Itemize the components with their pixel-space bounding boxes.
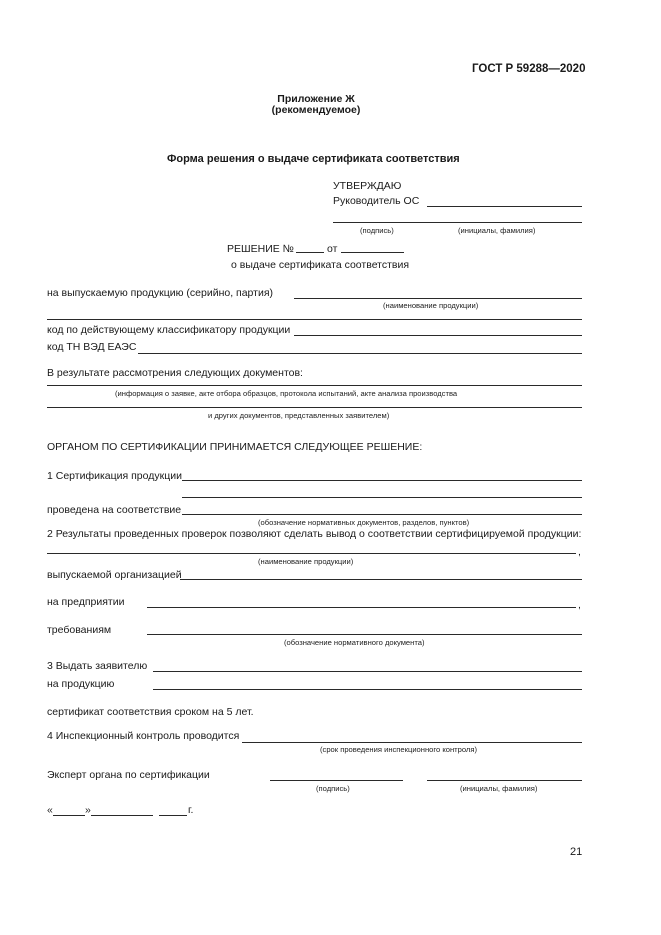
item1-caption: (обозначение нормативных документов, разделов, пунктов) (258, 518, 470, 527)
product-line (294, 298, 582, 299)
decision-number-line (296, 252, 324, 253)
item2-org-label: выпускаемой организацией (47, 569, 182, 581)
head-initials-caption: (инициалы, фамилия) (458, 226, 536, 235)
item4-label: 4 Инспекционный контроль проводится (47, 730, 240, 742)
head-name-line (427, 206, 582, 207)
item1-label: 1 Сертификация продукции (47, 470, 182, 482)
item2-requirements-line (147, 634, 582, 635)
date-year-suffix: г. (188, 804, 194, 816)
product-line-2 (47, 319, 582, 320)
standard-number: ГОСТ Р 59288—2020 (472, 63, 586, 75)
item2-requirements-label: требованиям (47, 624, 112, 636)
item2-product-line (47, 553, 576, 554)
item3-product-label: на продукцию (47, 678, 115, 690)
review-caption-1: (информация о заявке, акте отбора образцов, протокола испытаний, акте анализа производства (115, 389, 458, 398)
date-month-line (91, 815, 153, 816)
item1-compliance-line (182, 514, 582, 515)
expert-signature-caption: (подпись) (316, 784, 350, 793)
date-open-quote: « (47, 804, 53, 816)
classifier-line (294, 335, 582, 336)
item3-applicant-line (153, 671, 582, 672)
item1-line (182, 480, 582, 481)
head-label: Руководитель ОС (333, 195, 420, 207)
item1-line-2 (182, 497, 582, 498)
appendix-title: Приложение Ж (277, 93, 355, 105)
decision-subject: о выдаче сертификата соответствия (231, 259, 410, 271)
item3-label: 3 Выдать заявителю (47, 660, 148, 672)
expert-initials-line (427, 780, 582, 781)
decision-number-label: РЕШЕНИЕ № (227, 243, 294, 255)
decision-heading: ОРГАНОМ ПО СЕРТИФИКАЦИИ ПРИНИМАЕТСЯ СЛЕДУЮЩЕЕ РЕШЕНИЕ: (47, 441, 423, 453)
item1-compliance-label: проведена на соответствие (47, 504, 182, 516)
item2-requirements-caption: (обозначение нормативного документа) (284, 638, 425, 647)
item2-org-line (180, 579, 582, 580)
appendix-subtitle: (рекомендуемое) (271, 104, 361, 116)
date-close-quote: » (85, 804, 91, 816)
review-line-2 (47, 407, 582, 408)
tnved-line (138, 353, 582, 354)
expert-label: Эксперт органа по сертификации (47, 769, 210, 781)
date-day-line (53, 815, 85, 816)
item2-enterprise-label: на предприятии (47, 596, 125, 608)
page-number: 21 (570, 846, 583, 858)
review-caption-2: и других документов, представленных заявителем) (208, 411, 390, 420)
expert-initials-caption: (инициалы, фамилия) (460, 784, 538, 793)
tnved-label: код ТН ВЭД ЕАЭС (47, 341, 137, 353)
date-year-line (159, 815, 187, 816)
item2-product-caption: (наименование продукции) (258, 557, 354, 566)
item3-cert-text: сертификат соответствия сроком на 5 лет. (47, 706, 254, 718)
item2-enterprise-comma: , (578, 599, 581, 611)
approve-label: УТВЕРЖДАЮ (333, 180, 402, 192)
review-label: В результате рассмотрения следующих документов: (47, 367, 303, 379)
item4-line (242, 742, 582, 743)
head-signature-caption: (подпись) (360, 226, 394, 235)
item2-product-comma: , (578, 546, 581, 558)
item2-label: 2 Результаты проведенных проверок позволяют сделать вывод о соответствии сертифицируемой продукции: (47, 528, 582, 540)
item4-caption: (срок проведения инспекционного контроля) (320, 745, 477, 754)
head-signature-line (333, 222, 582, 223)
expert-signature-line (270, 780, 403, 781)
review-line-1 (47, 385, 582, 386)
product-caption: (наименование продукции) (383, 301, 479, 310)
item3-product-line (153, 689, 582, 690)
item2-enterprise-line (147, 607, 576, 608)
form-title: Форма решения о выдаче сертификата соответствия (167, 153, 460, 165)
classifier-label: код по действующему классификатору продукции (47, 324, 291, 336)
decision-from-label: от (327, 243, 338, 255)
decision-date-line (341, 252, 404, 253)
product-label: на выпускаемую продукцию (серийно, партия) (47, 287, 274, 299)
